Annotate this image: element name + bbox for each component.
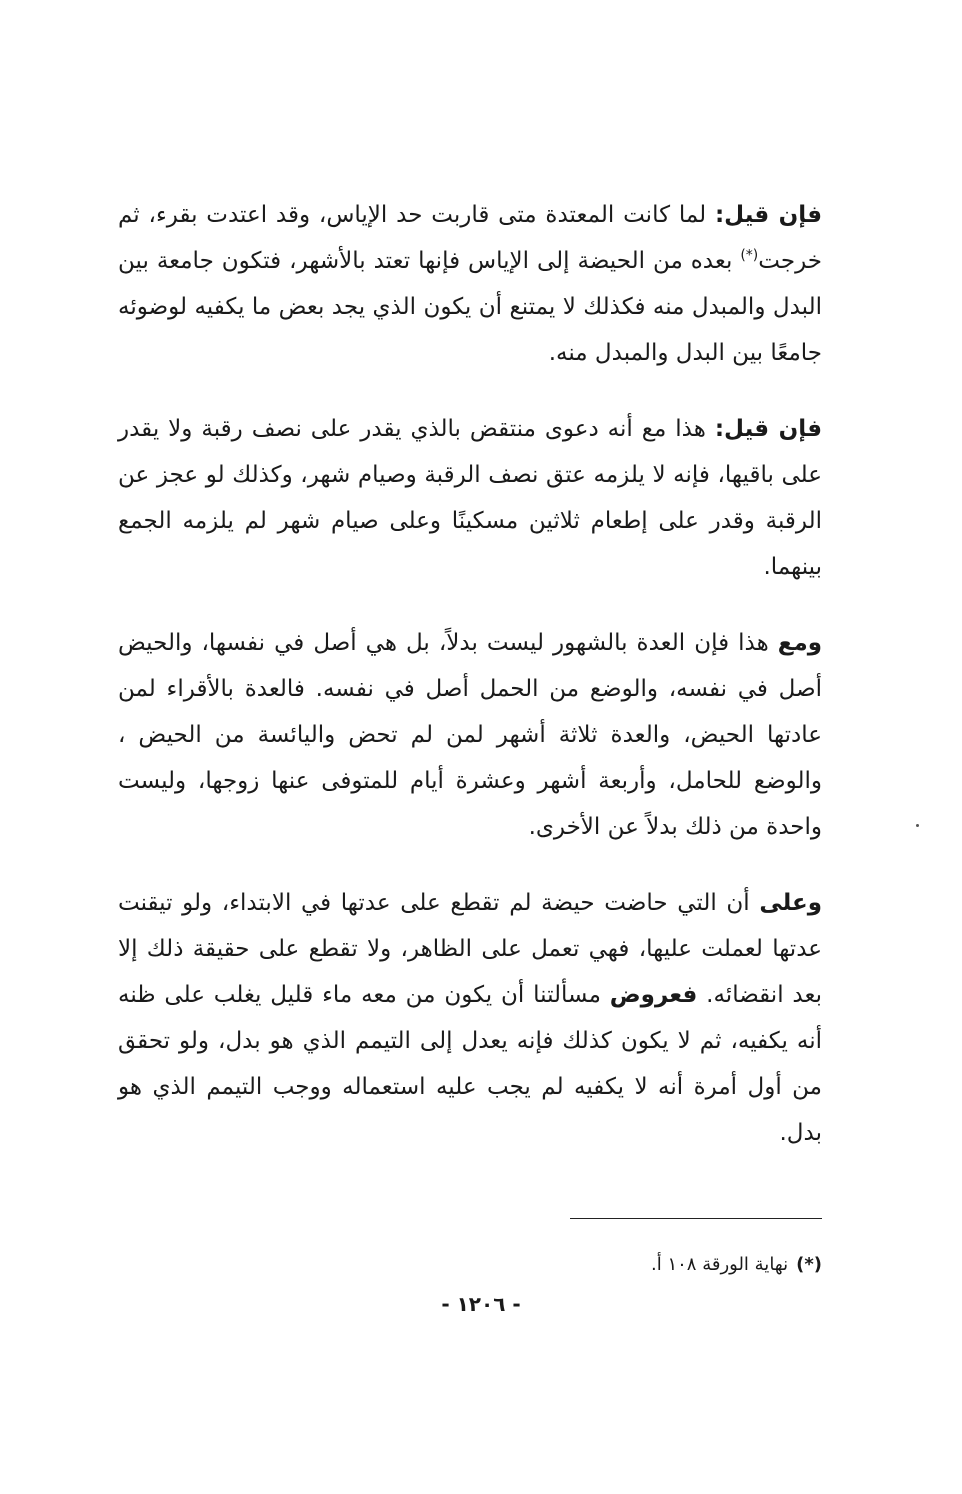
paragraph-inline-lead: فعروض — [609, 982, 698, 1008]
paragraph-text: بعده من الحيضة إلى الإياس فإنها تعتد بالأشهر، فتكون جامعة بين البدل والمبدل منه فكذلك لا يمتنع أن يكون الذي يجد بعض ما يكفيه لوضوئه جامعًا بين البدل والمبدل منه. — [118, 248, 822, 366]
paragraph-lead: وعلى — [759, 890, 822, 916]
paragraph-text: هذا فإن العدة بالشهور ليست بدلاً، بل هي أصل في نفسها، والحيض أصل في نفسه، والوضع من الحمل أصل في نفسه. فالعدة بالأقراء لمن عادتها الحيض، والعدة ثلاثة أشهر لمن لم تحض واليائسة من الحيض ، والوضع للحامل، وأربعة أشهر وعشرة أيام للمتوفى عنها زوجها، وليست واحدة من ذلك بدلاً عن الأخرى. — [118, 630, 822, 840]
footnote-text: نهاية الورقة ١٠٨ أ. — [651, 1254, 789, 1275]
paragraph-lead: فإن قيل: — [714, 202, 823, 228]
paragraph-3 — [118, 620, 822, 850]
footnote-mark: (*) — [796, 1254, 822, 1275]
paragraph-2 — [118, 406, 822, 590]
paragraph-text: أن التي حاضت حيضة لم تقطع على عدتها في الابتداء، ولو تيقنت عدتها لعملت عليها، فهي تعمل على الظاهر، ولا تقطع على حقيقة ذلك إلا بعد انقضائه. — [118, 890, 822, 1008]
page-number: - ١٢٠٦ - — [441, 1292, 521, 1316]
footnote-divider — [570, 1218, 822, 1219]
paragraph-lead: فإن قيل: — [714, 416, 823, 442]
paragraph-text: هذا مع أنه دعوى منتقض بالذي يقدر على نصف رقبة ولا يقدر على باقيها، فإنه لا يلزمه عتق نصف الرقبة وصيام شهر، وكذلك لو عجز عن الرقبة وقدر على إطعام ثلاثين مسكينًا وعلى صيام شهر لم يلزمه الجمع بينهما. — [118, 416, 822, 580]
paragraph-lead: ومع — [777, 630, 822, 656]
footnote-reference[interactable]: (*) — [740, 247, 759, 264]
paragraph-text: مسألتنا أن يكون من معه ماء قليل يغلب على ظنه أنه يكفيه، ثم لا يكون كذلك فإنه يعدل إلى التيمم الذي هو بدل، ولو تحقق من أول أمرة أنه لا يكفيه لم يجب عليه استعماله ووجب التيمم الذي هو بدل. — [118, 982, 822, 1146]
paragraph-1 — [118, 192, 822, 376]
paragraph-4 — [118, 880, 822, 1156]
footnote — [651, 1252, 822, 1278]
main-text — [118, 192, 822, 1186]
paragraph-text: لما كانت المعتدة متى قاربت حد الإياس، وقد اعتدت بقرء، ثم خرجت — [118, 202, 822, 274]
margin-mark — [916, 824, 919, 827]
